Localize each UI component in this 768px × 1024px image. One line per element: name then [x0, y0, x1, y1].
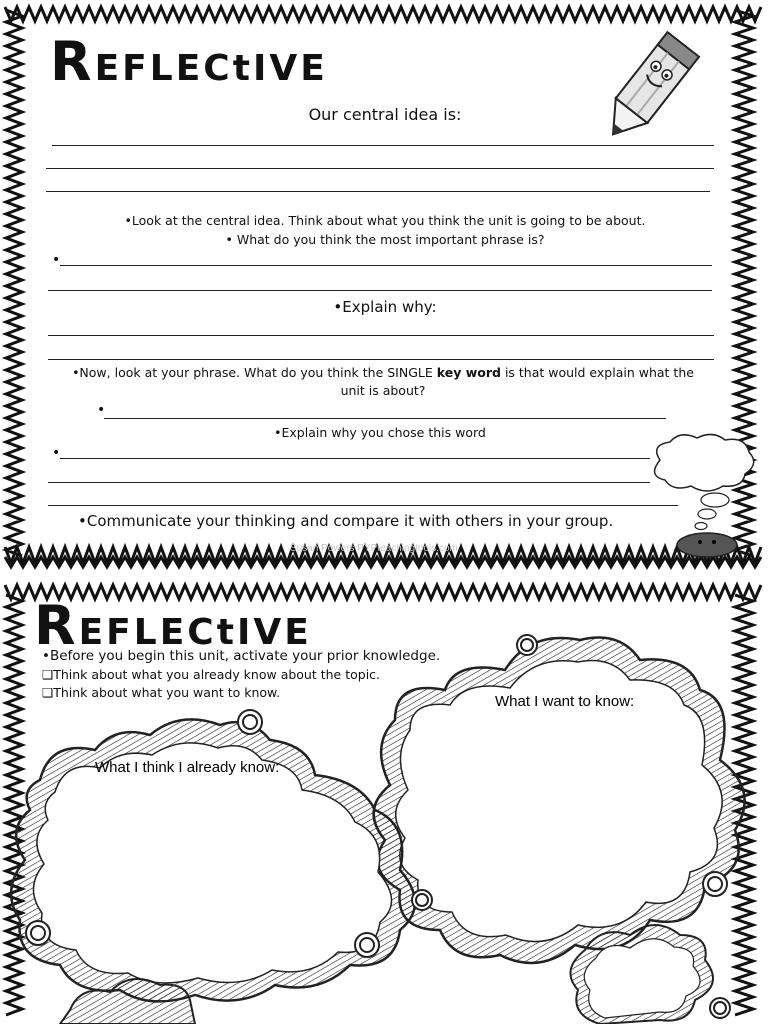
look-prompt: •Look at the central idea. Think about what you think the unit is going to be about. — [124, 213, 646, 228]
pencil-icon — [590, 25, 710, 150]
writing-line — [48, 359, 714, 360]
writing-line — [48, 290, 712, 291]
right-cloud-icon — [374, 638, 745, 964]
writing-line — [60, 265, 712, 266]
bullet: • — [97, 402, 106, 418]
worksheet2-title: REFLECtIVE — [34, 594, 312, 657]
writing-line — [48, 335, 714, 336]
right-cloud-label: What I want to know: — [495, 693, 635, 710]
keyword-prompt: •Now, look at your phrase. What do you think the SINGLE key word is that would explain what the — [72, 365, 694, 380]
left-cloud-label: What I think I already know: — [95, 759, 280, 776]
writing-line — [46, 168, 714, 169]
worksheet1-title: REFLECtIVE — [50, 30, 328, 93]
checklist-item: ❑Think about what you already know about the topic. — [42, 667, 381, 682]
communicate-prompt: •Communicate your thinking and compare it with others in your group. — [78, 512, 614, 530]
checklist-item: ❑Think about what you want to know. — [42, 685, 281, 700]
bullet: • — [52, 445, 61, 461]
bullet: • — [52, 252, 61, 268]
explain-word-prompt: •Explain why you chose this word — [274, 425, 486, 440]
phrase-prompt: • What do you think the most important phrase is? — [225, 232, 545, 247]
watermark: Susan Powers PYPteachingtools.com — [290, 543, 458, 554]
left-cloud-icon — [11, 719, 415, 1001]
writing-line — [52, 145, 714, 146]
central-idea-prompt: Our central idea is: — [308, 105, 462, 124]
thought-cloud-icon — [645, 430, 760, 560]
before-prompt: •Before you begin this unit, activate your prior knowledge. — [42, 648, 441, 664]
thought-clouds — [0, 620, 768, 1024]
writing-line — [104, 418, 666, 419]
writing-line — [48, 505, 678, 506]
writing-line — [60, 458, 650, 459]
writing-line — [46, 191, 710, 192]
explain-why: •Explain why: — [333, 298, 437, 316]
keyword-prompt-cont: unit is about? — [340, 383, 426, 398]
writing-line — [48, 482, 650, 483]
